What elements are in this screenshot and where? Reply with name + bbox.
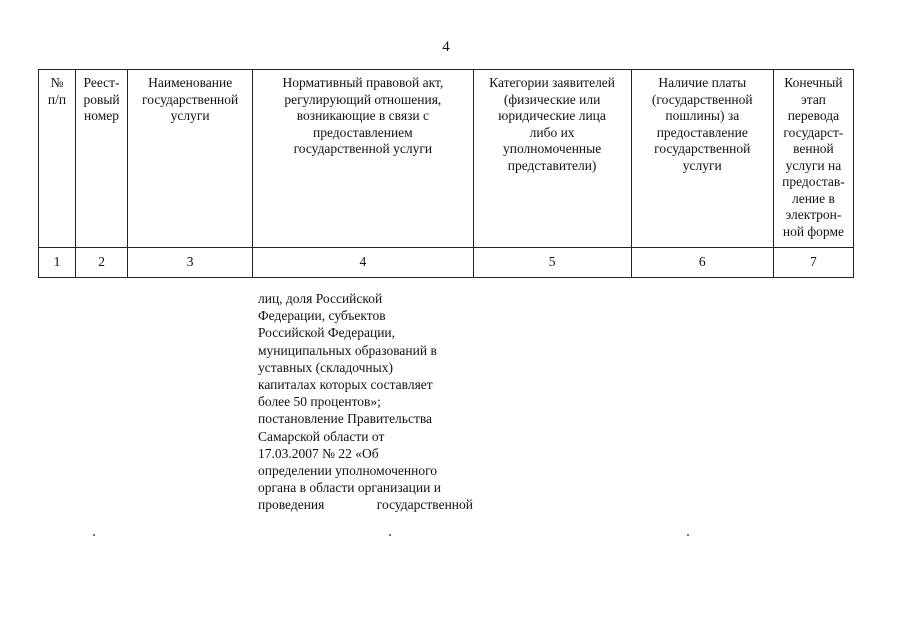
- header-line: предоставление: [656, 124, 748, 140]
- text-line: Федерации, субъектов: [258, 308, 386, 324]
- header-line: государственной услуги: [293, 141, 433, 156]
- header-line: представители): [507, 157, 597, 173]
- header-line: венной: [793, 141, 834, 156]
- text-word: государственной: [376, 497, 473, 513]
- header-line: Реест-: [83, 75, 120, 90]
- text-line: определении уполномоченного: [258, 463, 438, 479]
- header-legal-act: [253, 70, 473, 248]
- header-line: уполномоченные: [502, 141, 602, 156]
- text-word: проведения: [258, 497, 325, 513]
- header-fee: [631, 70, 773, 248]
- header-line: услуги: [170, 108, 210, 123]
- column-number-row: [39, 248, 854, 278]
- header-line: Конечный: [784, 75, 843, 90]
- header-line: перевода: [787, 108, 840, 123]
- scan-speck: [389, 534, 391, 536]
- column-number-cell: 3: [128, 248, 253, 278]
- header-row-number: [39, 70, 76, 248]
- header-line: государственной: [654, 141, 751, 156]
- text-line: капиталах которых составляет: [258, 377, 433, 393]
- page-number: 4: [442, 39, 450, 55]
- column-number-cell: 5: [473, 248, 631, 278]
- header-line: возникающие в связи с: [296, 108, 430, 123]
- header-line: ной форме: [782, 223, 844, 239]
- header-electronic-stage: [773, 70, 853, 248]
- text-line: муниципальных образований в: [258, 342, 437, 358]
- header-line: (физические или: [503, 91, 601, 107]
- scan-speck: [93, 534, 95, 536]
- text-line: Российской Федерации,: [258, 325, 396, 341]
- scan-speck: [687, 534, 689, 536]
- text-line: лиц, доля Российской: [258, 291, 383, 306]
- text-line: Самарской области от: [258, 428, 385, 444]
- header-service-name: [128, 70, 253, 248]
- header-line: Наименование: [148, 75, 233, 90]
- services-table: [38, 69, 854, 278]
- header-line: либо их: [529, 124, 575, 140]
- column-number-cell: 4: [253, 248, 473, 278]
- text-line-last: [258, 496, 473, 513]
- text-line: постановление Правительства: [258, 411, 433, 427]
- header-registry-number: [76, 70, 128, 248]
- legal-act-continuation-text: [258, 290, 473, 514]
- header-line: №: [50, 75, 64, 90]
- text-line: уставных (складочных): [258, 359, 393, 375]
- table-header-row: [39, 70, 854, 248]
- header-line: пошлины) за: [665, 108, 740, 123]
- header-line: ление в: [791, 190, 835, 206]
- text-line: более 50 процентов»;: [258, 394, 381, 410]
- header-line: предоставлением: [313, 124, 413, 140]
- text-line: органа в области организации и: [258, 480, 441, 496]
- header-line: Нормативный правовой акт,: [282, 75, 444, 90]
- header-line: п/п: [47, 91, 67, 107]
- header-line: регулирующий отношения,: [284, 91, 442, 107]
- header-line: Категории заявителей: [489, 75, 616, 90]
- header-line: государст-: [783, 124, 844, 140]
- header-line: электрон-: [785, 207, 842, 222]
- header-line: услуги: [682, 157, 722, 173]
- header-line: государственной: [142, 91, 239, 107]
- header-line: предостав-: [782, 174, 845, 189]
- header-line: ровый: [83, 91, 120, 107]
- header-line: этап: [800, 91, 826, 107]
- column-number-cell: 6: [631, 248, 773, 278]
- header-line: (государственной: [651, 91, 753, 107]
- header-line: услуги на: [785, 157, 842, 173]
- column-number-cell: 2: [76, 248, 128, 278]
- column-number-cell: 1: [39, 248, 76, 278]
- column-number-cell: 7: [773, 248, 853, 278]
- header-line: юридические лица: [498, 108, 606, 123]
- header-line: номер: [84, 108, 120, 123]
- header-line: Наличие платы: [658, 75, 747, 90]
- header-applicant-categories: [473, 70, 631, 248]
- text-line: 17.03.2007 № 22 «Об: [258, 445, 379, 461]
